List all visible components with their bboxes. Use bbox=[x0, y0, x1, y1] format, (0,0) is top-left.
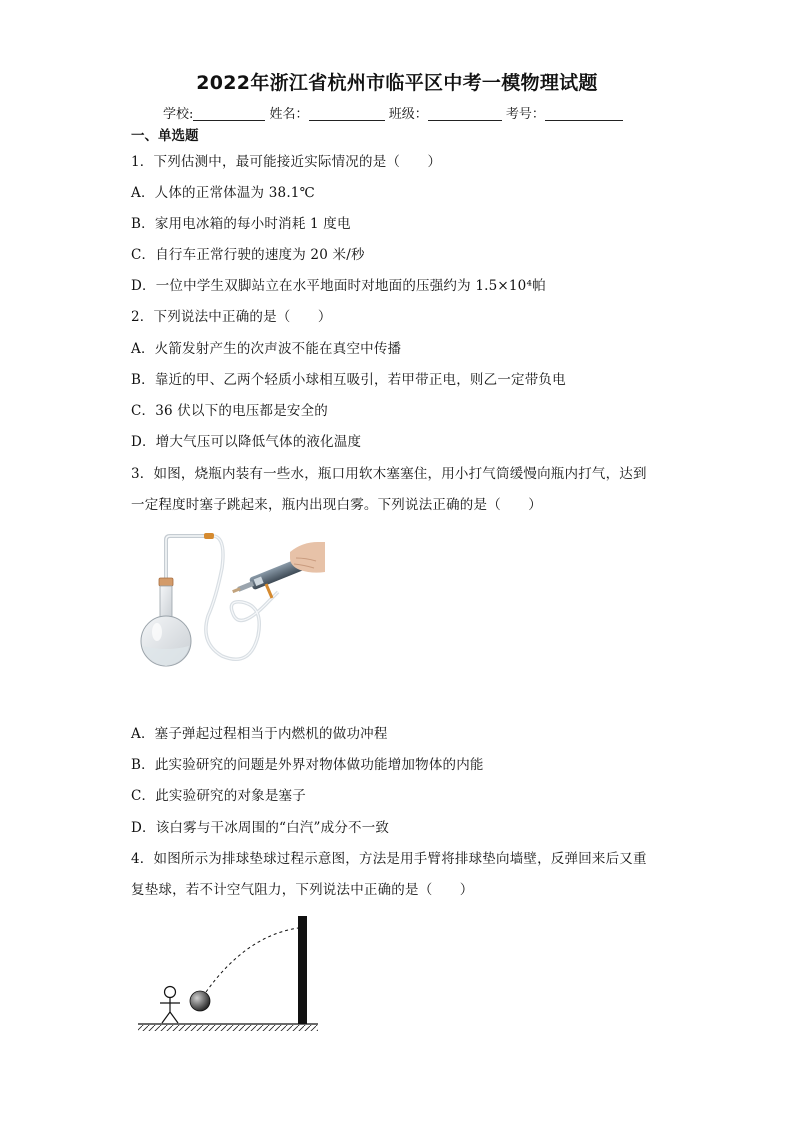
q3-option-a: A．塞子弹起过程相当于内燃机的做功冲程 bbox=[131, 726, 388, 742]
school-label: 学校: bbox=[163, 107, 194, 122]
q2-option-d: D．增大气压可以降低气体的液化温度 bbox=[131, 434, 362, 450]
exam-no-label: 考号： bbox=[505, 107, 545, 122]
q3-stem-line2: 一定程度时塞子跳起来，瓶内出现白雾。下列说法正确的是（ ） bbox=[131, 497, 542, 513]
q4-stem-line1: 4．如图所示为排球垫球过程示意图，方法是用手臂将排球垫向墙壁，反弹回来后又重 bbox=[131, 851, 647, 867]
q4-stem-line2: 复垫球，若不计空气阻力，下列说法中正确的是（ ） bbox=[131, 882, 474, 898]
class-label: 班级： bbox=[388, 107, 428, 122]
name-blank[interactable] bbox=[309, 107, 385, 121]
q1-option-b: B．家用电冰箱的每小时消耗 1 度电 bbox=[131, 216, 351, 232]
flask-pump-figure bbox=[130, 528, 325, 676]
name-label: 姓名： bbox=[269, 107, 309, 122]
q1-stem: 1．下列估测中，最可能接近实际情况的是（ ） bbox=[131, 154, 442, 170]
school-blank[interactable] bbox=[193, 107, 265, 121]
q2-stem: 2．下列说法中正确的是（ ） bbox=[131, 309, 332, 325]
q1-option-c: C．自行车正常行驶的速度为 20 米/秒 bbox=[131, 247, 365, 263]
student-info-row bbox=[163, 103, 623, 122]
q1-option-d: D．一位中学生双脚站立在水平地面时对地面的压强约为 1.5×10⁴帕 bbox=[131, 278, 546, 294]
q3-stem-line1: 3．如图，烧瓶内装有一些水，瓶口用软木塞塞住，用小打气筒缓慢向瓶内打气，达到 bbox=[131, 466, 647, 482]
volleyball-wall-figure bbox=[136, 912, 322, 1034]
q2-option-a: A．火箭发射产生的次声波不能在真空中传播 bbox=[131, 341, 402, 357]
q1-option-a: A．人体的正常体温为 38.1℃ bbox=[131, 185, 315, 201]
q2-option-b: B．靠近的甲、乙两个轻质小球相互吸引，若甲带正电，则乙一定带负电 bbox=[131, 372, 566, 388]
exam-title: 2022年浙江省杭州市临平区中考一模物理试题 bbox=[196, 72, 598, 94]
class-blank[interactable] bbox=[428, 107, 502, 121]
section-title: 一、单选题 bbox=[131, 128, 199, 144]
q2-option-c: C．36 伏以下的电压都是安全的 bbox=[131, 403, 328, 419]
q3-option-c: C．此实验研究的对象是塞子 bbox=[131, 788, 306, 804]
q3-option-b: B．此实验研究的问题是外界对物体做功能增加物体的内能 bbox=[131, 757, 484, 773]
q3-option-d: D．该白雾与干冰周围的“白汽”成分不一致 bbox=[131, 820, 390, 836]
exam-no-blank[interactable] bbox=[545, 107, 623, 121]
